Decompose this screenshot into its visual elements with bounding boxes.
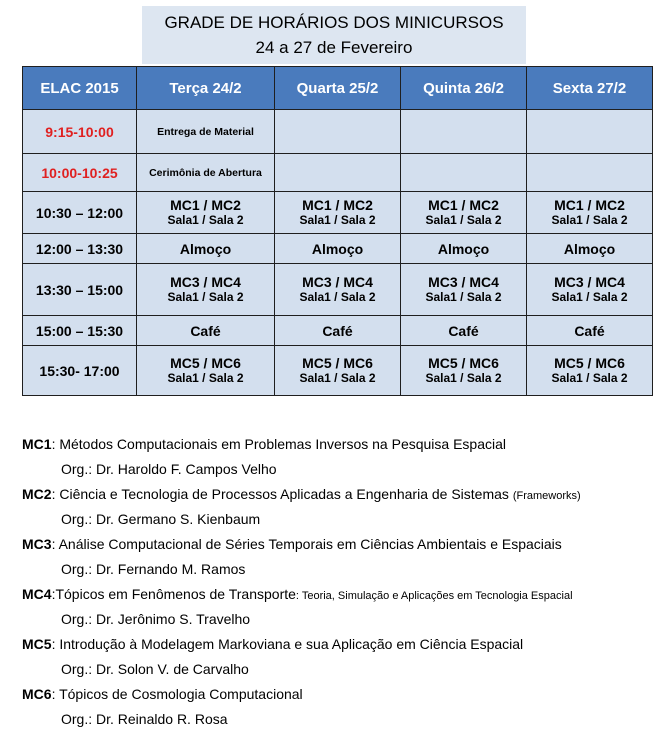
time-cell: 15:30- 17:00 xyxy=(23,346,137,396)
schedule-title xyxy=(142,6,526,64)
course-title-line: MC5: Introdução à Modelagem Markoviana e sua Aplicação em Ciência Espacial xyxy=(22,636,524,652)
table-row xyxy=(23,346,653,396)
lunch-cell: Almoço xyxy=(527,234,653,264)
header-quinta: Quinta 26/2 xyxy=(401,67,527,110)
course-organizer: Org.: Dr. Jerônimo S. Travelho xyxy=(61,611,251,627)
header-elac: ELAC 2015 xyxy=(23,67,137,110)
title-line-1: GRADE DE HORÁRIOS DOS MINICURSOS xyxy=(164,13,504,32)
course-cell: MC5 / MC6 Sala1 / Sala 2 xyxy=(275,346,401,396)
course-cell: MC1 / MC2 Sala1 / Sala 2 xyxy=(401,192,527,234)
course-organizer: Org.: Dr. Germano S. Kienbaum xyxy=(61,511,261,527)
course-cell: MC3 / MC4 Sala1 / Sala 2 xyxy=(137,264,275,316)
empty-cell xyxy=(275,154,401,192)
table-row xyxy=(23,316,653,346)
course-cell: MC5 / MC6 Sala1 / Sala 2 xyxy=(527,346,653,396)
course-title-line: MC2: Ciência e Tecnologia de Processos Aplicadas a Engenharia de Sistemas (Frameworks) xyxy=(22,486,581,502)
course-title-line: MC6: Tópicos de Cosmologia Computacional xyxy=(22,686,303,702)
header-sexta: Sexta 27/2 xyxy=(527,67,653,110)
event-cell: Entrega de Material xyxy=(137,110,275,154)
empty-cell xyxy=(401,110,527,154)
lunch-cell: Almoço xyxy=(401,234,527,264)
course-title-line: MC3: Análise Computacional de Séries Temporais em Ciências Ambientais e Espaciais xyxy=(22,536,562,552)
course-organizer: Org.: Dr. Haroldo F. Campos Velho xyxy=(61,461,277,477)
time-cell: 12:00 – 13:30 xyxy=(23,234,137,264)
time-cell: 10:00-10:25 xyxy=(23,154,137,192)
course-title-line: MC1: Métodos Computacionais em Problemas Inversos na Pesquisa Espacial xyxy=(22,436,507,452)
time-cell: 13:30 – 15:00 xyxy=(23,264,137,316)
header-quarta: Quarta 25/2 xyxy=(275,67,401,110)
time-cell: 9:15-10:00 xyxy=(23,110,137,154)
coffee-cell: Café xyxy=(401,316,527,346)
empty-cell xyxy=(527,154,653,192)
table-row xyxy=(23,110,653,154)
course-organizer: Org.: Dr. Fernando M. Ramos xyxy=(61,561,246,577)
coffee-cell: Café xyxy=(275,316,401,346)
table-row xyxy=(23,192,653,234)
empty-cell xyxy=(401,154,527,192)
lunch-cell: Almoço xyxy=(275,234,401,264)
coffee-cell: Café xyxy=(137,316,275,346)
schedule-table xyxy=(22,66,653,396)
time-cell: 10:30 – 12:00 xyxy=(23,192,137,234)
course-descriptions xyxy=(22,432,662,732)
table-row xyxy=(23,154,653,192)
table-row xyxy=(23,264,653,316)
empty-cell xyxy=(527,110,653,154)
event-cell: Cerimônia de Abertura xyxy=(137,154,275,192)
time-cell: 15:00 – 15:30 xyxy=(23,316,137,346)
course-cell: MC1 / MC2 Sala1 / Sala 2 xyxy=(275,192,401,234)
course-cell: MC3 / MC4 Sala1 / Sala 2 xyxy=(275,264,401,316)
course-cell: MC3 / MC4 Sala1 / Sala 2 xyxy=(401,264,527,316)
header-terca: Terça 24/2 xyxy=(137,67,275,110)
course-cell: MC1 / MC2 Sala1 / Sala 2 xyxy=(527,192,653,234)
lunch-cell: Almoço xyxy=(137,234,275,264)
table-header-row xyxy=(23,67,653,110)
course-title-line: MC4:Tópicos em Fenômenos de Transporte: Teoria, Simulação e Aplicações em Tecnologia Espacial xyxy=(22,586,573,602)
course-cell: MC5 / MC6 Sala1 / Sala 2 xyxy=(401,346,527,396)
course-cell: MC1 / MC2 Sala1 / Sala 2 xyxy=(137,192,275,234)
table-row xyxy=(23,234,653,264)
empty-cell xyxy=(275,110,401,154)
title-line-2: 24 a 27 de Fevereiro xyxy=(255,38,413,57)
course-organizer: Org.: Dr. Reinaldo R. Rosa xyxy=(61,711,228,727)
course-organizer: Org.: Dr. Solon V. de Carvalho xyxy=(61,661,249,677)
coffee-cell: Café xyxy=(527,316,653,346)
course-cell: MC5 / MC6 Sala1 / Sala 2 xyxy=(137,346,275,396)
course-cell: MC3 / MC4 Sala1 / Sala 2 xyxy=(527,264,653,316)
